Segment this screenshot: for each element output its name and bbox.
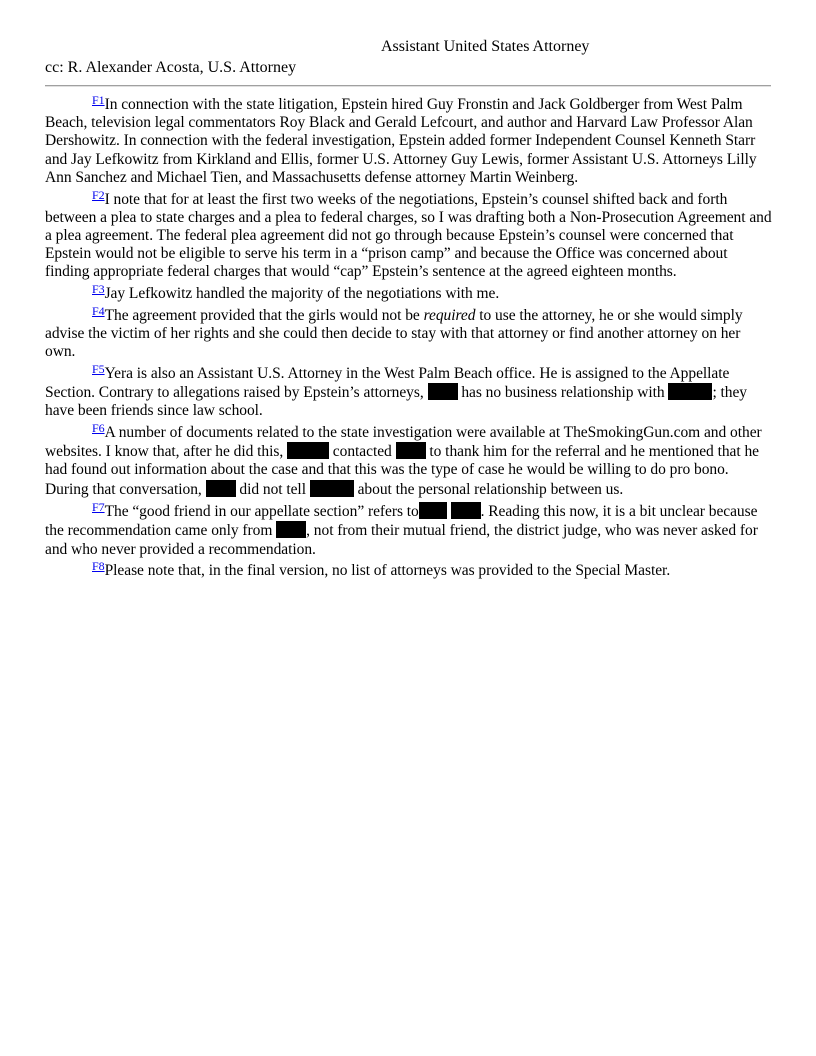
footnote-link-f8[interactable]: F8 — [92, 559, 105, 574]
header-title: Assistant United States Attorney — [381, 38, 590, 55]
redaction-block — [396, 442, 426, 459]
footnote-link-f2[interactable]: F2 — [92, 187, 105, 202]
footnote-text: to thank him for the referral and he mentioned that he had found out information about the case and that this was the type of case he would be willing to do pro bono. During that conversation, — [45, 443, 759, 498]
footnote-link-f6[interactable]: F6 — [92, 420, 105, 435]
redaction-block — [451, 502, 481, 519]
footnote-text: Jay Lefkowitz handled the majority of the negotiations with me. — [104, 285, 500, 303]
footnote-text: about the personal relationship between us. — [353, 480, 624, 498]
footnotes-section — [45, 93, 772, 584]
footnote-text: has no business relationship with — [457, 384, 669, 402]
emphasis-text: required — [423, 306, 476, 324]
footnote-link-f1[interactable]: F1 — [92, 93, 105, 107]
footnote-text: I note that for at least the first two weeks of the negotiations, Epstein’s counsel shifted back and forth between a plea to state charges and a plea to federal charges, so I was drafting both a Non-Prosecution Agreement and a plea agreement. The federal plea agreement did not go through because Epstein’s counsel were concerned that Epstein would not be eligible to serve his term in a “prison camp” and because the Office was concerned about finding appropriate federal charges that would “cap” Epstein’s sentence at the agreed eighteen months. — [45, 190, 772, 281]
footnote-text: A number of documents related to the state investigation were available at TheSmokingGun.com and other websites. I know that, after he did this, — [45, 423, 762, 461]
footnote-text: contacted — [328, 443, 396, 461]
footnote-text: In connection with the state litigation, Epstein hired Guy Fronstin and Jack Goldberger from West Palm Beach, television legal commentators Roy Black and Gerald Lefcourt, and author and Harvard Law Professor Alan Dershowitz. In connection with the federal investigation, Epstein added former Independent Counsel Kenneth Starr and Jay Lefkowitz from Kirkland and Ellis, former U.S. Attorney Guy Lewis, former Assistant U.S. Attorneys Lilly Ann Sanchez and Michael Tien, and Massachusetts defense attorney Martin Weinberg. — [45, 96, 757, 186]
footnote-link-f3[interactable]: F3 — [92, 282, 105, 297]
footnote-f8 — [45, 559, 772, 580]
redaction-block — [287, 442, 329, 459]
footnote-link-f5[interactable]: F5 — [92, 361, 105, 376]
footnote-text: ; they have been friends since law school. — [45, 384, 748, 420]
footnote-f7 — [45, 502, 772, 559]
redaction-block — [206, 480, 236, 497]
footnote-f3 — [45, 282, 772, 303]
footnote-link-f4[interactable]: F4 — [92, 303, 105, 318]
footnote-f1 — [45, 93, 772, 187]
redaction-block — [276, 521, 306, 538]
footnote-text: The “good friend in our appellate section” refers to — [104, 503, 419, 521]
footnote-divider — [45, 85, 771, 87]
footnote-f4 — [45, 303, 772, 362]
redaction-block — [419, 502, 447, 519]
footnote-text: to use the attorney, he or she would simply advise the victim of her rights and she could then decide to stay with that attorney or find another attorney on her own. — [45, 306, 743, 361]
footnote-link-f7[interactable]: F7 — [92, 500, 105, 515]
redaction-block — [310, 480, 354, 497]
footnote-text: did not tell — [235, 480, 310, 498]
footnote-text: Please note that, in the final version, no list of attorneys was provided to the Special Master. — [104, 562, 671, 580]
footnote-text: . Reading this now, it is a bit unclear because the recommendation came only from — [45, 503, 758, 540]
footnote-text: Yera is also an Assistant U.S. Attorney in the West Palm Beach office. He is assigned to the Appellate Section. Contrary to allegations raised by Epstein’s attorneys, — [45, 364, 730, 402]
footnote-text: , not from their mutual friend, the district judge, who was never asked for and who never provided a recommendation. — [45, 522, 758, 558]
footnote-text: The agreement provided that the girls would not be — [104, 306, 424, 324]
cc-line: cc: R. Alexander Acosta, U.S. Attorney — [45, 59, 297, 76]
footnote-f2 — [45, 187, 772, 282]
redaction-block — [428, 383, 458, 400]
footnote-f6 — [45, 420, 772, 499]
footnote-f5 — [45, 361, 772, 421]
redaction-block — [668, 383, 712, 400]
